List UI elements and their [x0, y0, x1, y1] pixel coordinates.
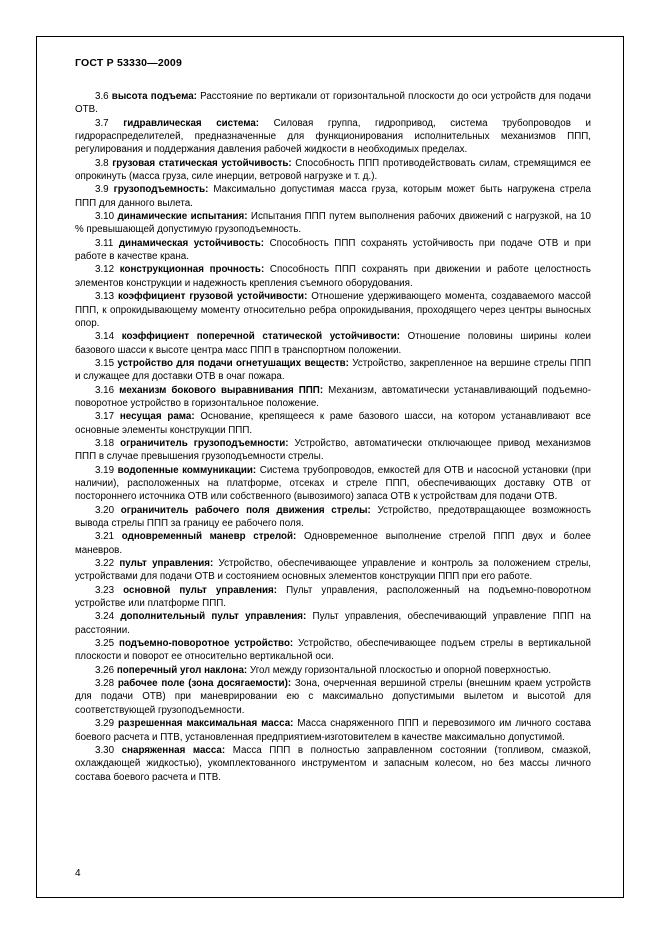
term-name: одновременный маневр стрелой:	[121, 531, 297, 543]
term-paragraph	[75, 330, 591, 357]
term-name: поперечный угол наклона:	[116, 664, 248, 676]
terms-list	[75, 90, 591, 784]
term-name: пульт управления:	[119, 558, 214, 570]
term-definition: Устройство, обеспечивающее управление и контроль за положением стрелы, устройствами для подачи ОТВ и состоянием основных элементов конструкции ППП при его работе.	[75, 558, 591, 583]
term-name: динамические испытания:	[117, 211, 248, 223]
term-paragraph	[75, 744, 591, 784]
term-number: 3.18	[95, 437, 115, 449]
term-definition: Испытания ППП путем выполнения рабочих движений с нагрузкой, на 10 % превышающей допустимую грузоподъемность.	[75, 211, 592, 236]
term-number: 3.8	[95, 157, 109, 169]
term-number: 3.17	[95, 411, 115, 423]
term-number: 3.28	[95, 678, 115, 690]
term-number: 3.22	[95, 558, 115, 570]
term-number: 3.19	[95, 464, 115, 476]
term-definition: Отношение половины ширины колеи базового шасси к высоте центра масс ППП в транспортном положении.	[75, 331, 591, 356]
term-definition: Пульт управления, обеспечивающий управление ППП на расстоянии.	[75, 611, 591, 636]
term-number: 3.16	[95, 384, 115, 396]
term-paragraph	[75, 410, 591, 437]
term-definition: Силовая группа, гидропривод, система трубопроводов и гидрораспределителей, предназначенные для функционирования исполнительных механизмов ППП, регулирования и поддержания давления рабочей жидкости в необходимых пределах.	[75, 117, 591, 156]
term-paragraph	[75, 90, 591, 117]
term-number: 3.14	[95, 331, 115, 343]
term-number: 3.21	[95, 531, 115, 543]
term-number: 3.7	[95, 117, 109, 129]
term-name: подъемно-поворотное устройство:	[119, 638, 294, 650]
term-paragraph	[75, 530, 591, 557]
term-name: механизм бокового выравнивания ППП:	[119, 384, 324, 396]
term-definition: Способность ППП противодействовать силам, стремящимся ее опрокинуть (масса груза, силе инерции, ветровой нагрузке и т. д.).	[75, 157, 591, 183]
term-number: 3.25	[95, 638, 115, 650]
term-definition: Способность ППП сохранять при движении и работе целостность элементов конструкции и надежность крепления съемного оборудования.	[75, 264, 591, 289]
term-number: 3.11	[95, 237, 114, 249]
term-definition: Механизм, автоматически устанавливающий подъемно-поворотное устройство в горизонтальное положение.	[75, 384, 591, 409]
term-number: 3.24	[95, 611, 115, 623]
term-definition: Пульт управления, расположенный на подъемно-поворотном устройстве или платформе ППП.	[75, 584, 591, 610]
term-definition: Масса снаряженного ППП и перевозимого им личного состава боевого расчета и ПТВ, установленная предприятием-изготовителем в качестве максимально допустимой.	[75, 718, 591, 743]
term-definition: Максимально допустимая масса груза, которым может быть нагружена стрела ППП для данного вылета.	[75, 184, 591, 209]
term-paragraph	[75, 210, 591, 237]
term-number: 3.9	[95, 184, 109, 196]
term-definition: Устройство, закрепленное на вершине стрелы ППП и служащее для доставки ОТВ в очаг пожара.	[75, 357, 592, 383]
term-paragraph	[75, 290, 591, 330]
term-paragraph	[75, 610, 591, 637]
term-paragraph	[75, 183, 591, 210]
term-name: основной пульт управления:	[123, 584, 278, 596]
term-name: ограничитель грузоподъемности:	[120, 437, 289, 449]
term-definition: Устройство, автоматически отключающее привод механизмов ППП в случае превышения грузоподъемности стрелы.	[75, 437, 591, 463]
term-number: 3.10	[95, 211, 115, 223]
document-header: ГОСТ Р 53330—2009	[75, 57, 183, 69]
term-name: рабочее поле (зона досягаемости):	[117, 678, 292, 690]
term-number: 3.29	[95, 718, 115, 730]
term-definition: Угол между горизонтальной плоскостью и опорной поверхностью.	[249, 664, 552, 676]
term-number: 3.6	[95, 91, 109, 102]
term-name: устройство для подачи огнетушащих веществ:	[117, 357, 349, 369]
term-definition: Устройство, обеспечивающее подъем стрелы в вертикальной плоскости и поворот ее относительно вертикальной оси.	[75, 638, 591, 663]
term-name: снаряженная масса:	[121, 744, 226, 756]
term-paragraph	[75, 117, 591, 157]
term-number: 3.30	[95, 744, 115, 756]
term-definition: Основание, крепящееся к раме базового шасси, на котором устанавливают все основные элементы конструкции ППП.	[75, 411, 591, 436]
term-name: ограничитель рабочего поля движения стрелы:	[120, 504, 371, 516]
term-paragraph	[75, 504, 591, 531]
term-number: 3.23	[95, 584, 115, 596]
term-number: 3.15	[95, 357, 115, 369]
term-definition: Устройство, предотвращающее возможность вывода стрелы ППП за границу ее рабочего поля.	[75, 504, 591, 529]
term-paragraph	[75, 557, 591, 584]
term-name: грузоподъемность:	[113, 184, 209, 196]
page-number: 4	[75, 868, 81, 879]
term-name: динамическая устойчивость:	[118, 237, 265, 249]
term-paragraph	[75, 717, 591, 744]
term-paragraph	[75, 677, 591, 717]
term-definition: Зона, очерченная вершиной стрелы (внешним краем устройств для подачи ОТВ) при маневрировании ею с максимально допустимыми вылетом и высотой для соответствующей грузоподъемности.	[75, 678, 591, 716]
term-paragraph	[75, 263, 591, 290]
term-name: водопенные коммуникации:	[117, 464, 257, 476]
term-number: 3.26	[95, 664, 115, 676]
term-name: дополнительный пульт управления:	[120, 611, 307, 623]
term-name: грузовая статическая устойчивость:	[112, 157, 292, 169]
term-paragraph	[75, 357, 591, 384]
term-name: коэффициент поперечной статической устойчивости:	[121, 331, 401, 343]
term-paragraph	[75, 637, 591, 664]
term-name: гидравлическая система:	[123, 117, 260, 129]
term-number: 3.13	[95, 291, 115, 303]
term-definition: Одновременное выполнение стрелой ППП двух и более маневров.	[75, 531, 591, 556]
term-definition: Отношение удерживающего момента, создаваемого массой ППП, к опрокидывающему моменту относительно ребра опрокидывания, проходящего через центры выносных опор.	[75, 291, 591, 329]
term-definition: Масса ППП в полностью заправленном состоянии (топливом, смазкой, охлаждающей жидкостью), укомплектованного инструментом и запасным колесом, но без массы личного состава боевого расчета и ПТВ.	[75, 744, 591, 783]
term-definition: Способность ППП сохранять устойчивость при подаче ОТВ и при работе в качестве крана.	[75, 237, 591, 263]
term-paragraph	[75, 384, 591, 411]
term-definition: Система трубопроводов, емкостей для ОТВ и насосной установки (при наличии), расположенных на платформе, отсеках и стреле ППП, обеспечивающих доставку ОТВ от постороннего источника ОТВ или собственного (вывозимого) запаса ОТВ к устройствам для подачи ОТВ.	[75, 464, 591, 503]
term-name: конструкционная прочность:	[119, 264, 265, 276]
term-name: несущая рама:	[119, 411, 195, 423]
term-name: коэффициент грузовой устойчивости:	[118, 291, 308, 303]
term-number: 3.20	[95, 504, 115, 516]
term-paragraph	[75, 464, 591, 504]
term-name: разрешенная максимальная масса:	[118, 718, 294, 730]
term-paragraph	[75, 664, 591, 677]
term-paragraph	[75, 157, 591, 184]
term-paragraph	[75, 237, 591, 264]
term-paragraph	[75, 437, 591, 464]
term-definition: Расстояние по вертикали от горизонтальной плоскости до оси устройств для подачи ОТВ.	[75, 91, 591, 116]
term-paragraph	[75, 584, 591, 611]
term-number: 3.12	[95, 264, 115, 276]
term-name: высота подъема:	[111, 91, 197, 102]
